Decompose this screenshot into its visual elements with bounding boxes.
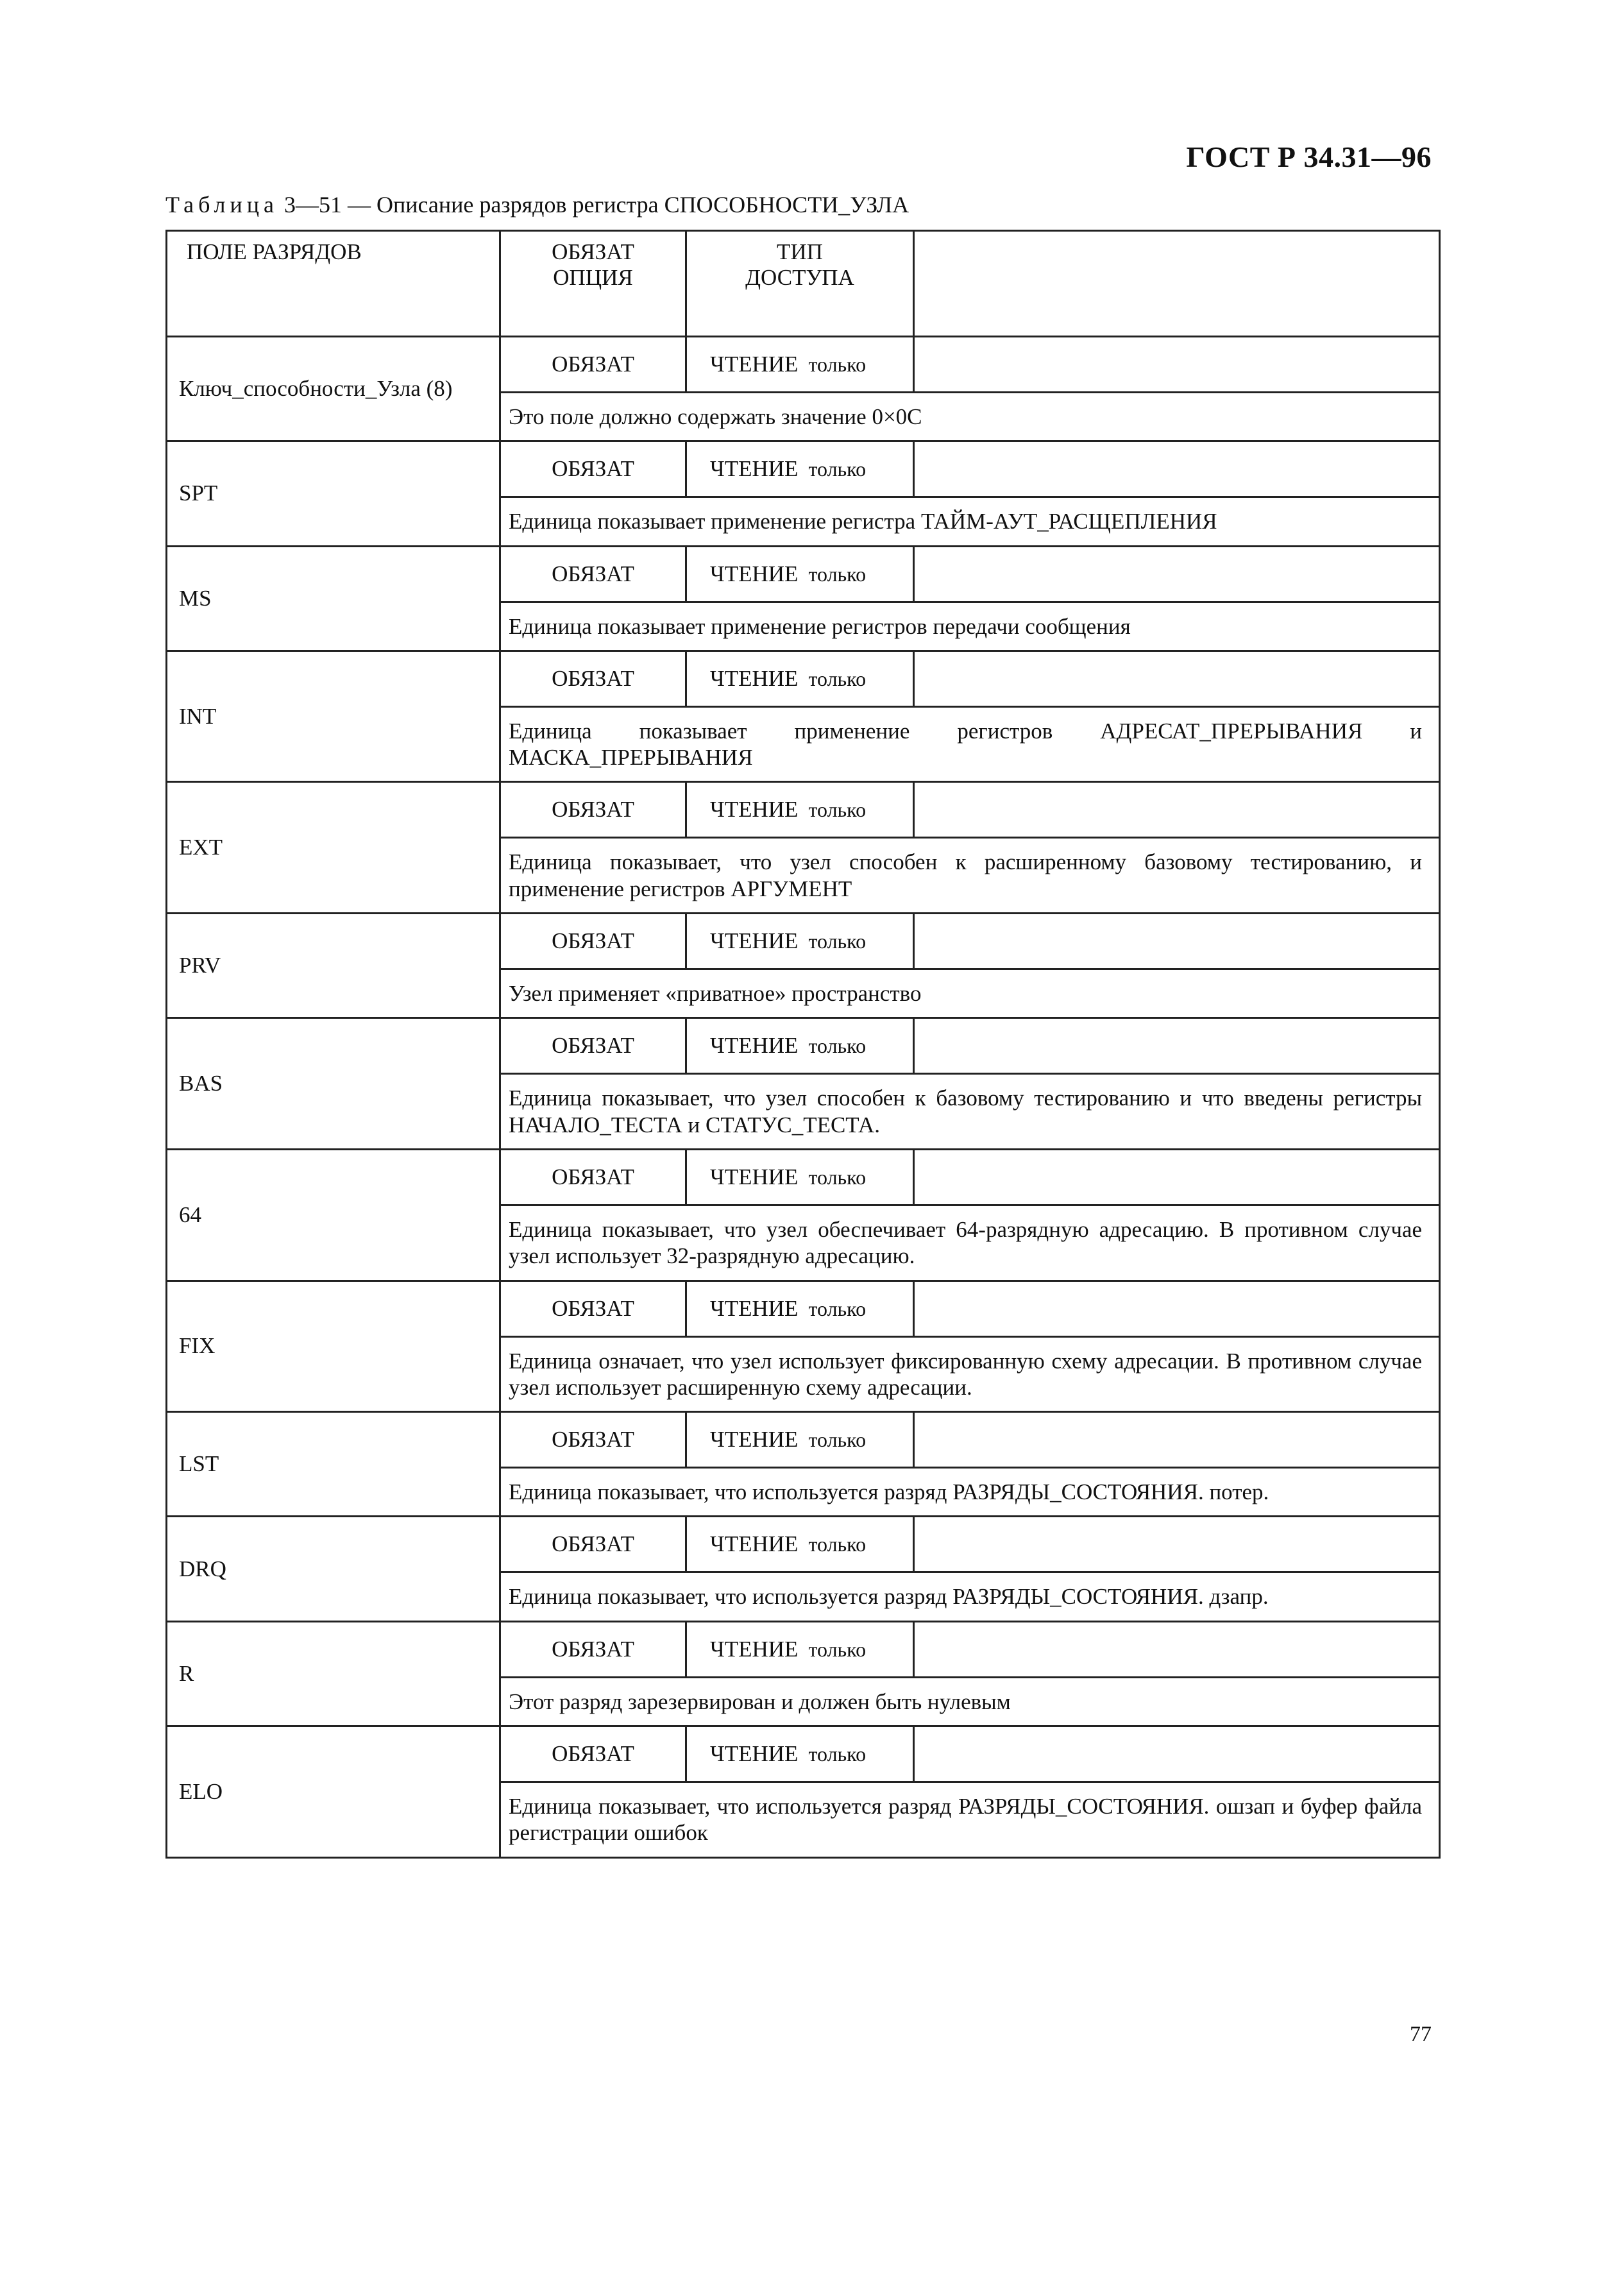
- access-cell: [686, 1412, 914, 1468]
- access-cell: [686, 337, 914, 393]
- caption-prefix: Таблица: [165, 192, 278, 217]
- empty-cell: [914, 1517, 1440, 1572]
- document-code: ГОСТ Р 34.31—96: [1186, 140, 1432, 173]
- header-access-line2: ДОСТУПА: [745, 265, 854, 291]
- description-cell: Единица показывает, что используется разряд РАЗРЯДЫ_СОСТОЯНИЯ. потер.: [500, 1468, 1440, 1517]
- table-row: [167, 1517, 1440, 1572]
- empty-cell: [914, 914, 1440, 969]
- access-modifier: только: [808, 1297, 867, 1320]
- table-row: [167, 1281, 1440, 1336]
- access-type: ЧТЕНИЕ: [710, 1636, 799, 1662]
- description-cell: Единица показывает, что узел способен к расширенному базовому тестированию, и применение регистров АРГУМЕНТ: [500, 838, 1440, 914]
- description-cell: Единица показывает, что узел обеспечивает 64-разрядную адресацию. В противном случае узел использует 32-разрядную адресацию.: [500, 1205, 1440, 1281]
- description-cell: Это поле должно содержать значение 0×0C: [500, 393, 1440, 441]
- field-name-cell: FIX: [167, 1281, 500, 1412]
- access-type: ЧТЕНИЕ: [710, 797, 799, 822]
- access-type: ЧТЕНИЕ: [710, 1427, 799, 1452]
- table-caption: [165, 191, 909, 218]
- access-modifier: только: [808, 930, 867, 953]
- required-cell: ОБЯЗАТ: [500, 1517, 686, 1572]
- table-row: [167, 782, 1440, 838]
- field-name-cell: R: [167, 1621, 500, 1726]
- field-name-cell: BAS: [167, 1018, 500, 1150]
- header-required-line2: ОПЦИЯ: [553, 265, 633, 291]
- register-bits-table: [165, 230, 1441, 1859]
- table-row: [167, 337, 1440, 393]
- table-row: [167, 651, 1440, 706]
- header-required: [500, 231, 686, 337]
- required-cell: ОБЯЗАТ: [500, 337, 686, 393]
- empty-cell: [914, 1726, 1440, 1782]
- access-type: ЧТЕНИЕ: [710, 1033, 799, 1059]
- access-cell: [686, 1149, 914, 1205]
- table-row: [167, 1621, 1440, 1677]
- description-cell: Единица показывает применение регистров АДРЕСАТ_ПРЕРЫВАНИЯ и МАСКА_ПРЕРЫВАНИЯ: [500, 706, 1440, 782]
- empty-cell: [914, 441, 1440, 497]
- empty-cell: [914, 1412, 1440, 1468]
- field-name-cell: 64: [167, 1149, 500, 1281]
- table-row: [167, 1412, 1440, 1468]
- description-cell: Единица показывает, что используется разряд РАЗРЯДЫ_СОСТОЯНИЯ. дзапр.: [500, 1572, 1440, 1621]
- required-cell: ОБЯЗАТ: [500, 1412, 686, 1468]
- field-name-cell: ELO: [167, 1726, 500, 1858]
- description-cell: Единица означает, что узел использует фиксированную схему адресации. В противном случае узел использует расширенную схему адресации.: [500, 1336, 1440, 1412]
- empty-cell: [914, 337, 1440, 393]
- header-access-line1: ТИП: [777, 239, 823, 264]
- caption-text: — Описание разрядов регистра СПОСОБНОСТИ_УЗЛА: [347, 192, 909, 217]
- empty-cell: [914, 1281, 1440, 1336]
- description-cell: Единица показывает применение регистров передачи сообщения: [500, 602, 1440, 651]
- empty-cell: [914, 1149, 1440, 1205]
- access-type: ЧТЕНИЕ: [710, 928, 799, 954]
- header-required-line1: ОБЯЗАТ: [552, 239, 634, 264]
- empty-cell: [914, 546, 1440, 602]
- header-empty-cell: [914, 231, 1440, 337]
- access-cell: [686, 1281, 914, 1336]
- access-cell: [686, 1517, 914, 1572]
- empty-cell: [914, 1621, 1440, 1677]
- table-row: [167, 914, 1440, 969]
- field-name-cell: DRQ: [167, 1517, 500, 1621]
- access-type: ЧТЕНИЕ: [710, 561, 799, 586]
- access-cell: [686, 441, 914, 497]
- required-cell: ОБЯЗАТ: [500, 441, 686, 497]
- access-modifier: только: [808, 353, 867, 376]
- access-cell: [686, 782, 914, 838]
- access-modifier: только: [808, 1533, 867, 1556]
- header-field: ПОЛЕ РАЗРЯДОВ: [167, 231, 500, 337]
- field-name-cell: LST: [167, 1412, 500, 1517]
- required-cell: ОБЯЗАТ: [500, 914, 686, 969]
- field-name-cell: Ключ_способности_Узла (8): [167, 337, 500, 441]
- required-cell: ОБЯЗАТ: [500, 1621, 686, 1677]
- access-modifier: только: [808, 1742, 867, 1766]
- required-cell: ОБЯЗАТ: [500, 1281, 686, 1336]
- access-cell: [686, 1018, 914, 1074]
- access-cell: [686, 1621, 914, 1677]
- table-row: [167, 1018, 1440, 1074]
- access-type: ЧТЕНИЕ: [710, 665, 799, 691]
- table-row: [167, 1149, 1440, 1205]
- header-access: [686, 231, 914, 337]
- page-number: 77: [1410, 2022, 1432, 2046]
- description-cell: Узел применяет «приватное» пространство: [500, 969, 1440, 1018]
- required-cell: ОБЯЗАТ: [500, 1018, 686, 1074]
- access-modifier: только: [808, 562, 867, 586]
- required-cell: ОБЯЗАТ: [500, 651, 686, 706]
- empty-cell: [914, 782, 1440, 838]
- access-type: ЧТЕНИЕ: [710, 1295, 799, 1321]
- access-type: ЧТЕНИЕ: [710, 1164, 799, 1189]
- required-cell: ОБЯЗАТ: [500, 546, 686, 602]
- access-type: ЧТЕНИЕ: [710, 352, 799, 377]
- description-cell: Единица показывает, что используется разряд РАЗРЯДЫ_СОСТОЯНИЯ. ошзап и буфер файла регистрации ошибок: [500, 1782, 1440, 1858]
- field-name-cell: EXT: [167, 782, 500, 914]
- access-modifier: только: [808, 667, 867, 690]
- required-cell: ОБЯЗАТ: [500, 1149, 686, 1205]
- table-row: [167, 1726, 1440, 1782]
- access-cell: [686, 651, 914, 706]
- description-cell: Единица показывает, что узел способен к базовому тестированию и что введены регистры НАЧАЛО_ТЕСТА и СТАТУС_ТЕСТА.: [500, 1074, 1440, 1150]
- empty-cell: [914, 1018, 1440, 1074]
- field-name-cell: MS: [167, 546, 500, 651]
- access-modifier: только: [808, 798, 867, 822]
- access-modifier: только: [808, 1034, 867, 1058]
- access-modifier: только: [808, 1165, 867, 1189]
- field-name-cell: PRV: [167, 914, 500, 1018]
- access-type: ЧТЕНИЕ: [710, 1741, 799, 1767]
- access-cell: [686, 1726, 914, 1782]
- field-name-cell: SPT: [167, 441, 500, 546]
- empty-cell: [914, 651, 1440, 706]
- access-modifier: только: [808, 457, 867, 481]
- description-cell: Единица показывает применение регистра ТАЙМ-АУТ_РАСЩЕПЛЕНИЯ: [500, 497, 1440, 546]
- access-modifier: только: [808, 1637, 867, 1661]
- access-modifier: только: [808, 1428, 867, 1452]
- description-cell: Этот разряд зарезервирован и должен быть нулевым: [500, 1677, 1440, 1726]
- access-type: ЧТЕНИЕ: [710, 1531, 799, 1557]
- required-cell: ОБЯЗАТ: [500, 782, 686, 838]
- access-cell: [686, 914, 914, 969]
- table-row: [167, 441, 1440, 497]
- access-cell: [686, 546, 914, 602]
- required-cell: ОБЯЗАТ: [500, 1726, 686, 1782]
- table-header-row: [167, 231, 1440, 337]
- access-type: ЧТЕНИЕ: [710, 456, 799, 482]
- caption-number: 3—51: [283, 192, 342, 217]
- field-name-cell: INT: [167, 651, 500, 782]
- table-row: [167, 546, 1440, 602]
